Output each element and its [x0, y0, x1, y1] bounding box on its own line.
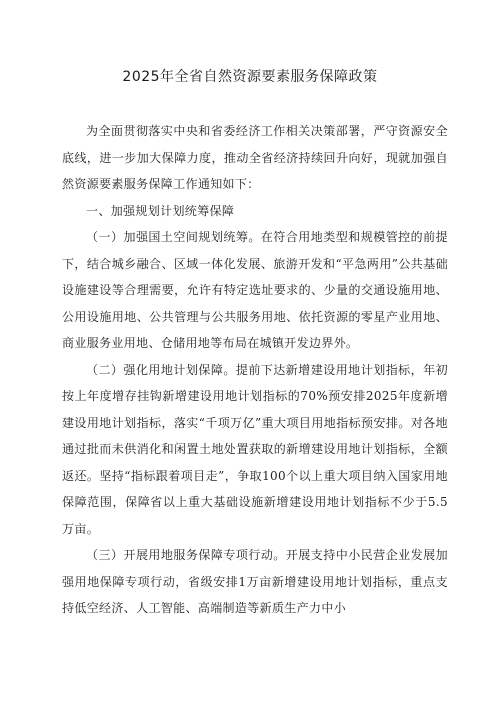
paragraph-item-3: （三）开展用地服务保障专项行动。开展支持中小民营企业发展加强用地保障专项行动，省级安排1万亩新增建设用地计划指标，重点支持低空经济、人工智能、高端制造等新质生产力中小 [62, 548, 448, 615]
paragraph-item-1: （一）加强国土空间规划统筹。在符合用地类型和规模管控的前提下，结合城乡融合、区域一体化发展、旅游开发和“平急两用”公共基础设施建设等合理需要，允许有特定选址要求的、少量的交通设施用地、公用设施用地、公共管理与公共服务用地、依托资源的零星产业用地、商业服务业用地、仓储用地等布局在城镇开发边界外。 [62, 230, 448, 350]
paragraph-item-2: （二）强化用地计划保障。提前下达新增建设用地计划指标，年初按上年度增存挂钩新增建设用地计划指标的70%预安排2025年度新增建设用地计划指标，落实“千项万亿”重大项目用地指标预安排。对各地通过批而未供消化和闲置土地处置获取的新增建设用地计划指标，全额返还。坚持“指标跟着项目走”，争取100个以上重大项目纳入国家用地保障范围，保障省以上重大基础设施新增建设用地计划指标不少于5.5万亩。 [62, 362, 448, 536]
intro-paragraph: 为全面贯彻落实中央和省委经济工作相关决策部署，严守资源安全底线，进一步加大保障力度，推动全省经济持续回升向好，现就加强自然资源要素服务保障工作通知如下： [62, 124, 448, 191]
section-heading-1: 一、加强规划计划统筹保障 [86, 203, 235, 218]
document-title: 2025年全省自然资源要素服务保障政策 [122, 69, 378, 85]
document-body [62, 118, 448, 622]
